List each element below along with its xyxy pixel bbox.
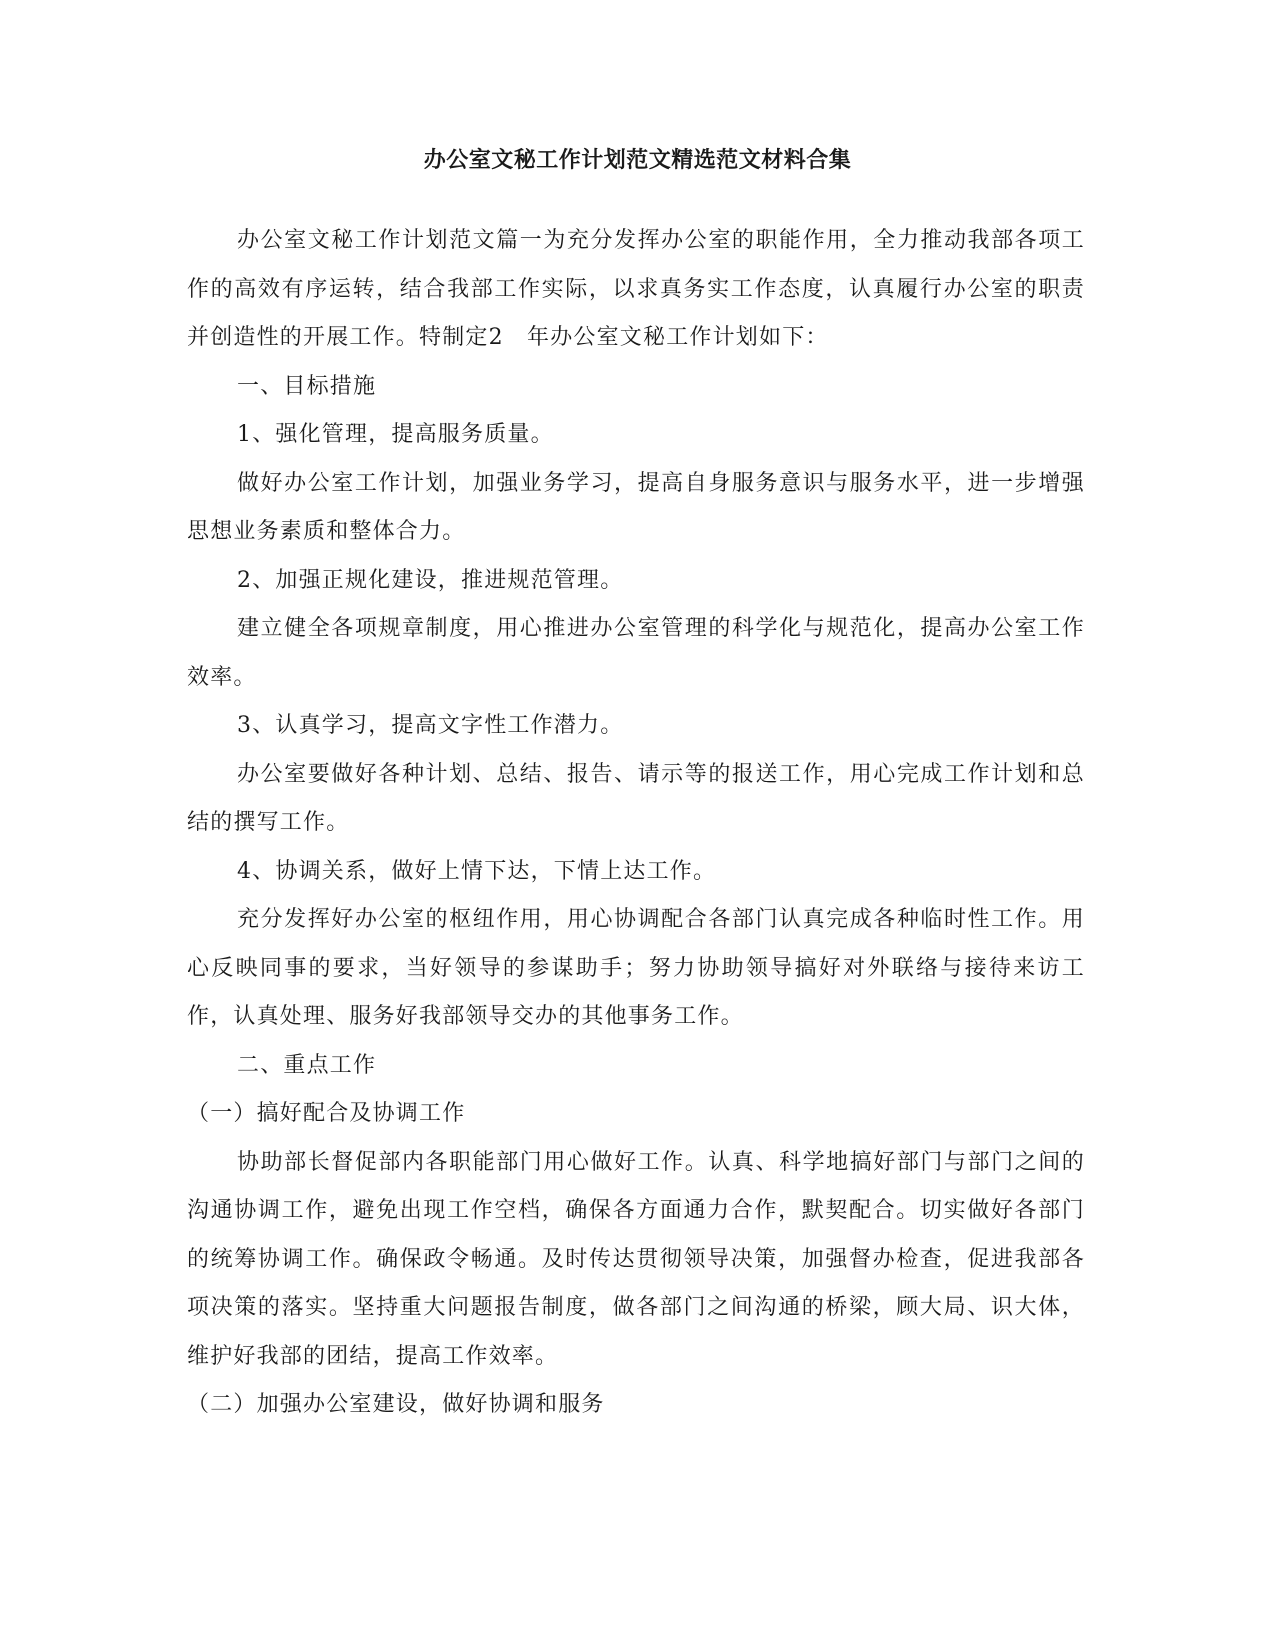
item-paragraph-4: 充分发挥好办公室的枢纽作用，用心协调配合各部门认真完成各种临时性工作。用心反映同事的要求，当好领导的参谋助手；努力协助领导搞好对外联络与接待来访工作，认真处理、服务好我部领导交办的其他事务工作。 <box>187 907 1085 1029</box>
document-title: 办公室文秘工作计划范文精选范文材料合集 <box>423 147 852 173</box>
subsection-heading-2: （二）加强办公室建设，做好协调和服务 <box>187 1392 605 1417</box>
section-heading-key-work: 二、重点工作 <box>237 1052 377 1078</box>
item-heading-2: 2、加强正规化建设，推进规范管理。 <box>237 567 624 593</box>
document-body <box>187 217 1085 1430</box>
section-heading-targets: 一、目标措施 <box>237 373 377 399</box>
item-heading-1: 1、强化管理，提高服务质量。 <box>237 422 554 447</box>
item-heading-3: 3、认真学习，提高文字性工作潜力。 <box>237 713 624 738</box>
item-paragraph-2: 建立健全各项规章制度，用心推进办公室管理的科学化与规范化，提高办公室工作效率。 <box>187 616 1085 690</box>
subsection-heading-1: （一）搞好配合及协调工作 <box>187 1101 466 1126</box>
item-paragraph-3: 办公室要做好各种计划、总结、报告、请示等的报送工作，用心完成工作计划和总结的撰写工作。 <box>187 761 1085 835</box>
item-heading-4: 4、协调关系，做好上情下达，下情上达工作。 <box>237 858 717 884</box>
intro-paragraph: 办公室文秘工作计划范文篇一为充分发挥办公室的职能作用，全力推动我部各项工作的高效有序运转，结合我部工作实际，以求真务实工作态度，认真履行办公室的职责并创造性的开展工作。特制定2 年办公室文秘工作计划如下： <box>187 228 1085 350</box>
subsection-paragraph-1: 协助部长督促部内各职能部门用心做好工作。认真、科学地搞好部门与部门之间的沟通协调工作，避免出现工作空档，确保各方面通力合作，默契配合。切实做好各部门的统筹协调工作。确保政令畅通。及时传达贯彻领导决策，加强督办检查，促进我部各项决策的落实。坚持重大问题报告制度，做各部门之间沟通的桥梁，顾大局、识大体，维护好我部的团结，提高工作效率。 <box>187 1149 1085 1369</box>
item-paragraph-1: 做好办公室工作计划，加强业务学习，提高自身服务意识与服务水平，进一步增强思想业务素质和整体合力。 <box>187 470 1085 544</box>
